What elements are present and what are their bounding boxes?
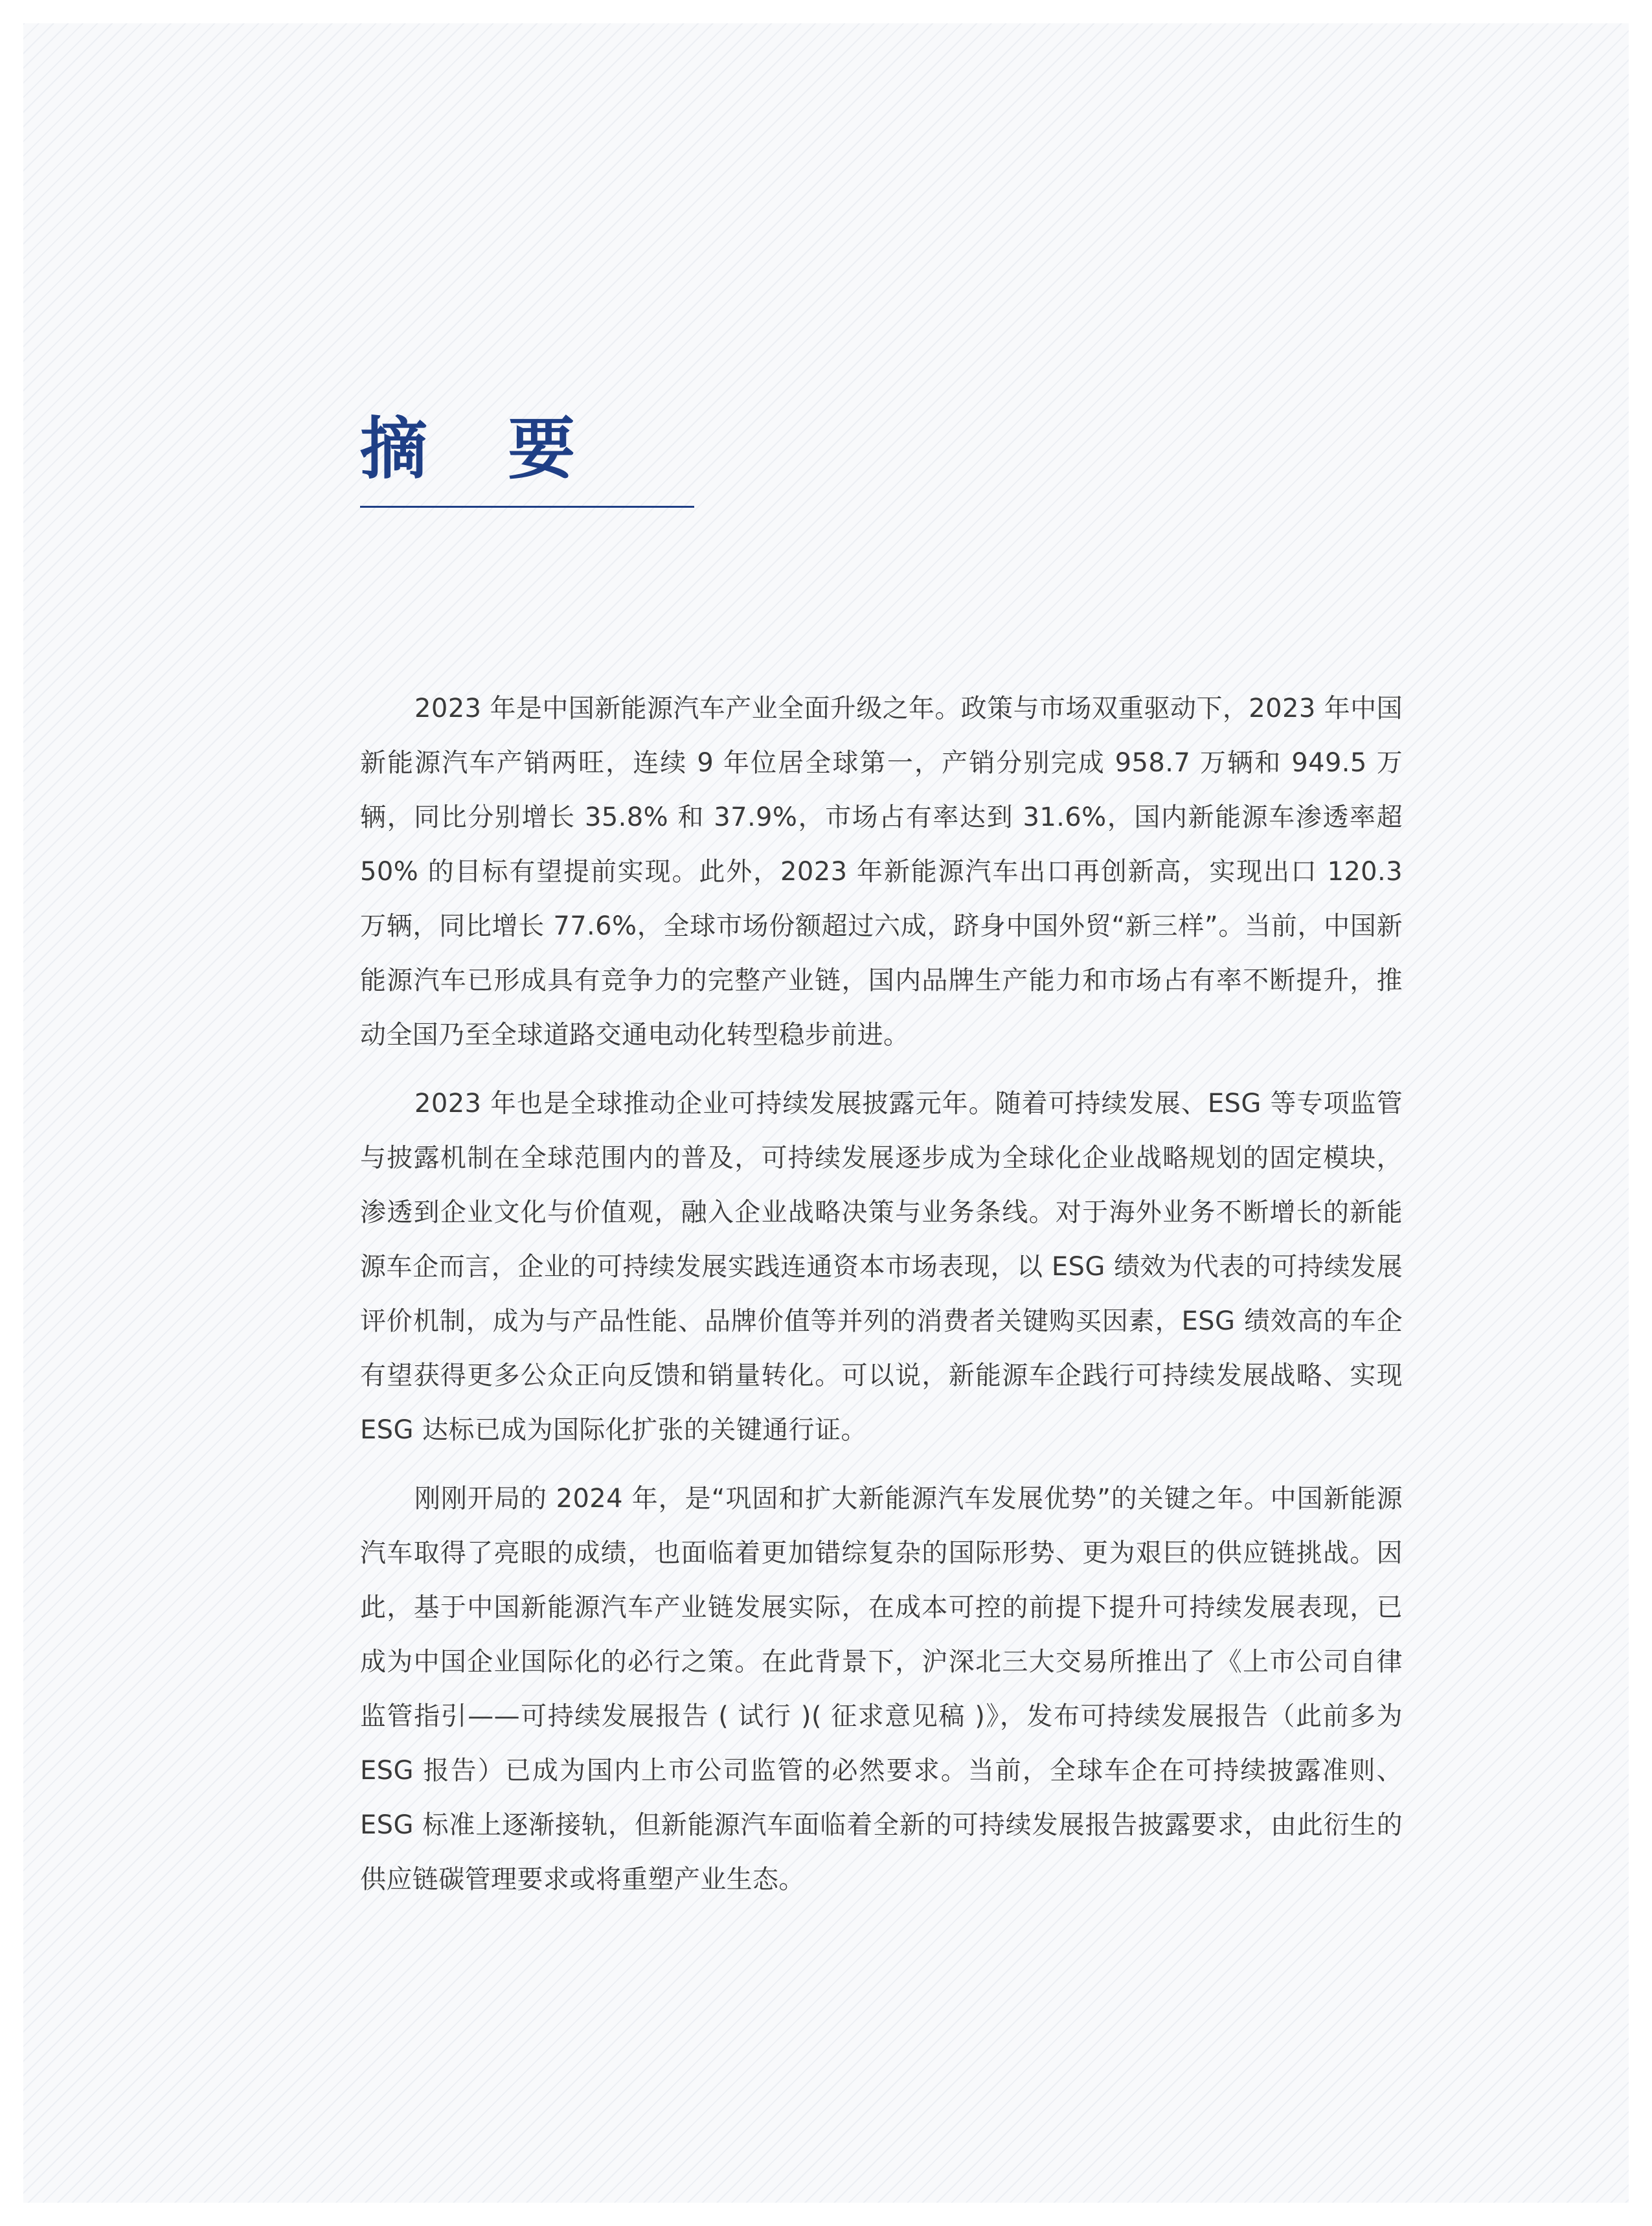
paragraph-3: 刚刚开局的 2024 年，是“巩固和扩大新能源汽车发展优势”的关键之年。中国新能源汽车取得了亮眼的成绩，也面临着更加错综复杂的国际形势、更为艰巨的供应链挑战。因此，基于中国新能源汽车产业链发展实际，在成本可控的前提下提升可持续发展表现，已成为中国企业国际化的必行之策。在此背景下，沪深北三大交易所推出了《上市公司自律监管指引——可持续发展报告 ( 试行 )( 征求意见稿 )》，发布可持续发展报告（此前多为 ESG 报告）已成为国内上市公司监管的必然要求。当前，全球车企在可持续披露准则、ESG 标准上逐渐接轨，但新能源汽车面临着全新的可持续发展报告披露要求，由此衍生的供应链碳管理要求或将重塑产业生态。: [360, 1484, 1403, 1894]
title-underline: [360, 506, 694, 508]
section-title: 摘 要: [360, 409, 604, 488]
abstract-body: [360, 681, 1403, 1921]
paragraph-2: 2023 年也是全球推动企业可持续发展披露元年。随着可持续发展、ESG 等专项监管与披露机制在全球范围内的普及，可持续发展逐步成为全球化企业战略规划的固定模块，渗透到企业文化与价值观，融入企业战略决策与业务条线。对于海外业务不断增长的新能源车企而言，企业的可持续发展实践连通资本市场表现，以 ESG 绩效为代表的可持续发展评价机制，成为与产品性能、品牌价值等并列的消费者关键购买因素，ESG 绩效高的车企有望获得更多公众正向反馈和销量转化。可以说，新能源车企践行可持续发展战略、实现 ESG 达标已成为国际化扩张的关键通行证。: [360, 1089, 1403, 1445]
paragraph-1: 2023 年是中国新能源汽车产业全面升级之年。政策与市场双重驱动下，2023 年中国新能源汽车产销两旺，连续 9 年位居全球第一，产销分别完成 958.7 万辆和 949.5 万辆，同比分别增长 35.8% 和 37.9%，市场占有率达到 31.6%，国内新能源车渗透率超 50% 的目标有望提前实现。此外，2023 年新能源汽车出口再创新高，实现出口 120.3 万辆，同比增长 77.6%，全球市场份额超过六成，跻身中国外贸“新三样”。当前，中国新能源汽车已形成具有竞争力的完整产业链，国内品牌生产能力和市场占有率不断提升，推动全国乃至全球道路交通电动化转型稳步前进。: [360, 694, 1403, 1050]
